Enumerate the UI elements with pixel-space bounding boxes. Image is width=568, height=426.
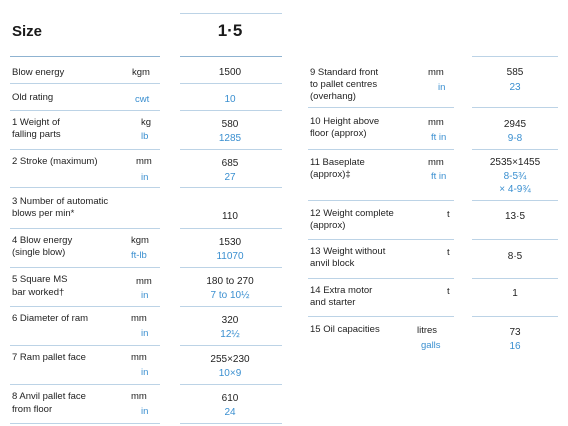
spec-value: 110 <box>222 211 238 222</box>
spec-unit: mm <box>428 67 444 78</box>
rule <box>10 187 160 188</box>
spec-value: 9-8 <box>507 133 523 144</box>
spec-label: 9 Standard front <box>310 67 379 78</box>
spec-label: Old rating <box>12 92 54 103</box>
spec-unit: t <box>447 209 450 220</box>
rule <box>180 187 282 188</box>
spec-label: 12 Weight complete <box>310 208 394 219</box>
spec-label: 8 Anvil pallet face <box>12 391 86 402</box>
rule <box>180 13 282 14</box>
rule <box>10 267 160 268</box>
spec-unit: kgm <box>132 67 150 78</box>
spec-value: 27 <box>224 172 236 183</box>
rule <box>180 267 282 268</box>
spec-unit: in <box>141 328 149 339</box>
rule <box>308 239 454 240</box>
spec-unit: in <box>141 367 149 378</box>
spec-value: 255×230 <box>210 354 250 365</box>
spec-unit: ft-lb <box>131 250 147 261</box>
spec-value: 73 <box>509 327 521 338</box>
spec-unit: in <box>438 82 446 93</box>
spec-value: 585 <box>506 67 524 78</box>
spec-value: 11070 <box>216 251 244 262</box>
spec-unit: lb <box>141 131 149 142</box>
spec-label: (overhang) <box>310 91 356 102</box>
spec-value: 7 to 10½ <box>210 290 250 301</box>
spec-unit: in <box>141 406 149 417</box>
spec-unit: t <box>447 247 450 258</box>
spec-unit: mm <box>428 117 444 128</box>
spec-unit: cwt <box>135 94 150 105</box>
spec-unit: galls <box>421 340 441 351</box>
rule <box>472 56 558 57</box>
spec-label: (single blow) <box>12 247 66 258</box>
spec-value: 24 <box>224 407 236 418</box>
size-heading: Size <box>12 23 43 40</box>
rule <box>308 200 454 201</box>
spec-label: (approx) <box>310 220 346 231</box>
spec-value: 2535×1455 <box>489 157 541 168</box>
spec-unit: mm <box>136 156 152 167</box>
rule <box>10 56 160 57</box>
spec-label: 15 Oil capacities <box>310 324 380 335</box>
spec-value: 610 <box>221 393 239 404</box>
rule <box>308 149 454 150</box>
spec-unit: ft in <box>431 171 447 182</box>
spec-value: 685 <box>221 158 239 169</box>
spec-value: 1 <box>512 288 518 299</box>
rule <box>10 149 160 150</box>
rule <box>472 316 558 317</box>
spec-label: bar worked† <box>12 287 65 298</box>
spec-label: falling parts <box>12 129 61 140</box>
spec-label: blows per min* <box>12 208 75 219</box>
spec-value: 12½ <box>220 329 240 340</box>
spec-unit: mm <box>136 276 152 287</box>
spec-value: 180 to 270 <box>206 276 254 287</box>
rule <box>10 110 160 111</box>
rule <box>308 107 454 108</box>
spec-label: 1 Weight of <box>12 117 60 128</box>
rule <box>472 239 558 240</box>
rule <box>10 345 160 346</box>
spec-value: 1285 <box>218 133 242 144</box>
rule <box>10 423 160 424</box>
rule <box>472 149 558 150</box>
spec-unit: in <box>141 290 149 301</box>
spec-value: 1500 <box>218 67 242 78</box>
spec-label: (approx)‡ <box>310 169 351 180</box>
rule <box>472 278 558 279</box>
rule <box>180 384 282 385</box>
spec-unit: ft in <box>431 132 447 143</box>
rule <box>10 83 160 84</box>
rule <box>180 110 282 111</box>
rule <box>180 228 282 229</box>
spec-value: 23 <box>509 82 521 93</box>
spec-label: 14 Extra motor <box>310 285 373 296</box>
spec-unit: mm <box>131 313 147 324</box>
spec-unit: kg <box>141 117 152 128</box>
spec-label: 2 Stroke (maximum) <box>12 156 98 167</box>
spec-value: 320 <box>221 315 239 326</box>
spec-value: 10×9 <box>218 368 242 379</box>
rule <box>10 306 160 307</box>
spec-value: 10 <box>224 94 236 105</box>
spec-value: 8·5 <box>507 251 523 262</box>
spec-label: 10 Height above <box>310 116 380 127</box>
spec-label: 13 Weight without <box>310 246 386 257</box>
rule <box>180 345 282 346</box>
rule <box>180 83 282 84</box>
spec-unit: mm <box>428 157 444 168</box>
spec-unit: litres <box>417 325 438 336</box>
spec-value: 8-5¾ <box>503 171 527 182</box>
rule <box>472 200 558 201</box>
rule <box>308 316 454 317</box>
spec-label: and starter <box>310 297 356 308</box>
spec-label: 11 Baseplate <box>310 157 365 168</box>
rule <box>180 56 282 57</box>
spec-unit: kgm <box>131 235 149 246</box>
rule <box>472 107 558 108</box>
rule <box>180 423 282 424</box>
spec-label: anvil block <box>310 258 355 269</box>
spec-label: 3 Number of automatic <box>12 196 109 207</box>
spec-label: from floor <box>12 404 53 415</box>
spec-unit: mm <box>131 352 147 363</box>
size-value: 1·5 <box>217 21 243 40</box>
spec-unit: mm <box>131 391 147 402</box>
spec-label: to pallet centres <box>310 79 378 90</box>
spec-label: 7 Ram pallet face <box>12 352 86 363</box>
rule <box>308 278 454 279</box>
rule <box>10 228 160 229</box>
spec-value: 2945 <box>503 119 527 130</box>
spec-unit: in <box>141 172 149 183</box>
spec-value: × 4-9¾ <box>499 184 531 195</box>
rule <box>180 306 282 307</box>
spec-value: 1530 <box>218 237 242 248</box>
spec-label: 5 Square MS <box>12 274 68 285</box>
spec-label: 6 Diameter of ram <box>12 313 89 324</box>
spec-value: 580 <box>221 119 239 130</box>
spec-unit: t <box>447 286 450 297</box>
rule <box>10 384 160 385</box>
rule <box>180 149 282 150</box>
spec-label: Blow energy <box>12 67 65 78</box>
spec-value: 13·5 <box>504 211 525 222</box>
spec-label: floor (approx) <box>310 128 367 139</box>
spec-label: 4 Blow energy <box>12 235 73 246</box>
spec-value: 16 <box>509 341 521 352</box>
